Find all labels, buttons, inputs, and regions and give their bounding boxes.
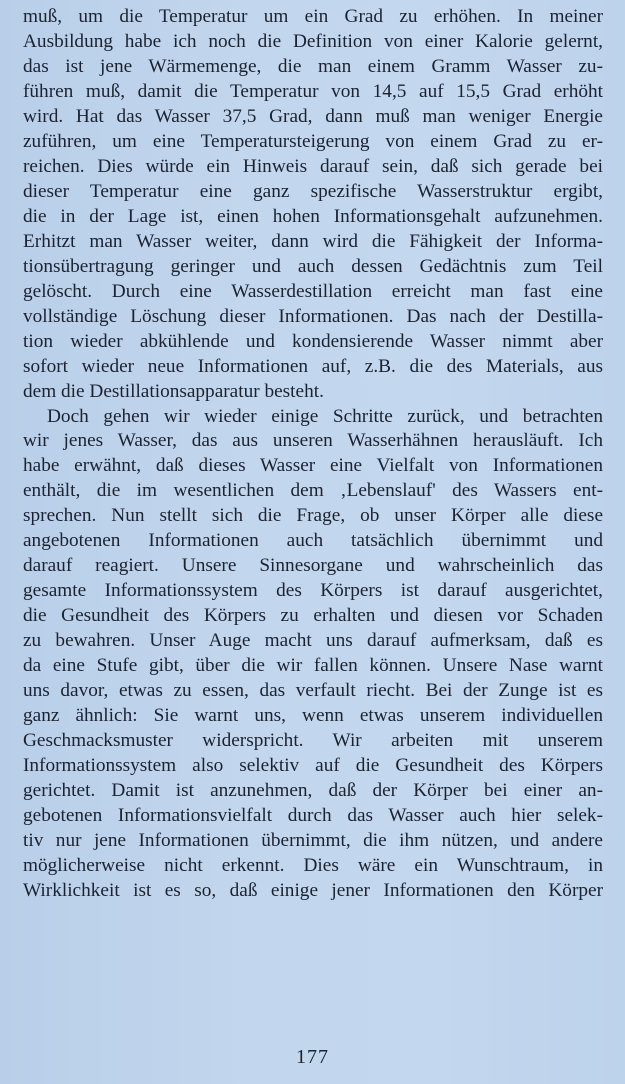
text-line: gelöscht. Durch eine Wasserdestillation erreicht man fast eine (23, 280, 603, 302)
text-line: tiv nur jene Informationen übernimmt, die ihm nützen, und andere (23, 829, 603, 851)
text-line: Erhitzt man Wasser weiter, dann wird die Fähigkeit der Informa- (23, 230, 603, 252)
text-line: darauf reagiert. Unsere Sinnesorgane und wahrscheinlich das (23, 555, 603, 577)
text-line: Geschmacksmuster widerspricht. Wir arbeiten mit unserem (23, 730, 603, 752)
paragraph-1 (23, 5, 603, 405)
text-line: sofort wieder neue Informationen auf, z.B. die des Materials, aus (23, 355, 603, 377)
text-line: Wirklichkeit ist es so, daß einige jener Informationen den Körper (23, 879, 603, 901)
text-line: reichen. Dies würde ein Hinweis darauf sein, daß sich gerade bei (23, 155, 603, 177)
text-line: gebotenen Informationsvielfalt durch das Wasser auch hier selek- (23, 805, 603, 826)
text-line: muß, um die Temperatur um ein Grad zu erhöhen. In meiner (23, 6, 603, 27)
text-line: Informationssystem also selektiv auf die Gesundheit des Körpers (23, 755, 603, 777)
text-line: zuführen, um eine Temperatursteigerung von einem Grad zu er- (23, 130, 603, 152)
text-line: gerichtet. Damit ist anzunehmen, daß der Körper bei einer an- (23, 780, 603, 802)
text-line: die in der Lage ist, einen hohen Informationsgehalt aufzunehmen. (23, 205, 603, 227)
text-line: tionsübertragung geringer und auch dessen Gedächtnis zum Teil (23, 255, 603, 277)
text-line: das ist jene Wärmemenge, die man einem Gramm Wasser zu- (23, 55, 603, 77)
text-line: wird. Hat das Wasser 37,5 Grad, dann muß man weniger Energie (23, 105, 603, 127)
paragraph-2 (23, 405, 603, 904)
text-line: Doch gehen wir wieder einige Schritte zurück, und betrachten (47, 405, 603, 427)
text-line: zu bewahren. Unser Auge macht uns darauf aufmerksam, daß es (23, 630, 603, 652)
text-line: angebotenen Informationen auch tatsächlich übernimmt und (23, 530, 603, 552)
text-line: habe erwähnt, daß dieses Wasser eine Vielfalt von Informationen (23, 455, 603, 477)
body-text (23, 5, 603, 904)
text-line: dem die Destillationsapparatur besteht. (23, 380, 324, 402)
text-line: tion wieder abkühlende und kondensierende Wasser nimmt aber (23, 330, 603, 352)
text-line: da eine Stufe gibt, über die wir fallen können. Unsere Nase warnt (23, 655, 603, 677)
text-line: uns davor, etwas zu essen, das verfault riecht. Bei der Zunge ist es (23, 680, 603, 702)
text-line: gesamte Informationssystem des Körpers ist darauf ausgerichtet, (23, 580, 603, 602)
text-line: möglicherweise nicht erkennt. Dies wäre ein Wunschtraum, in (23, 854, 603, 876)
page-number: 177 (296, 1046, 329, 1068)
text-line: enthält, die im wesentlichen dem ‚Lebenslauf' des Wassers ent- (23, 480, 603, 502)
text-line: sprechen. Nun stellt sich die Frage, ob unser Körper alle diese (23, 505, 603, 527)
text-line: die Gesundheit des Körpers zu erhalten und diesen vor Schaden (23, 605, 603, 627)
text-line: ganz ähnlich: Sie warnt uns, wenn etwas unserem individuellen (23, 705, 603, 727)
text-line: vollständige Löschung dieser Informationen. Das nach der Destilla- (23, 305, 603, 327)
text-line: Ausbildung habe ich noch die Definition von einer Kalorie gelernt, (23, 30, 603, 52)
text-line: führen muß, damit die Temperatur von 14,5 auf 15,5 Grad erhöht (23, 80, 603, 102)
text-line: dieser Temperatur eine ganz spezifische Wasserstruktur ergibt, (23, 180, 603, 202)
text-line: wir jenes Wasser, das aus unseren Wasserhähnen herausläuft. Ich (23, 430, 603, 452)
